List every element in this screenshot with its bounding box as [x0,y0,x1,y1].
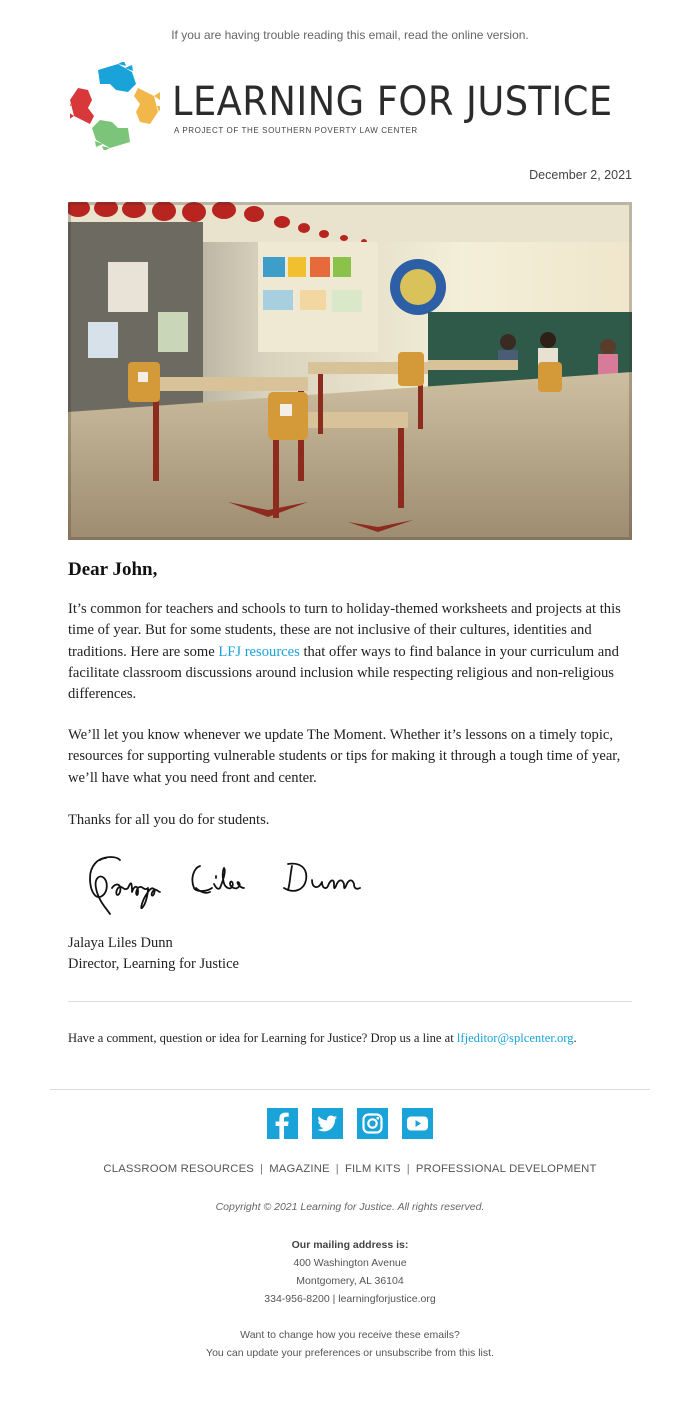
brand-tagline: A PROJECT OF THE SOUTHERN POVERTY LAW CENTER [174,126,418,135]
footer-separator: | [260,1163,264,1175]
address-line-1: 400 Washington Avenue [293,1257,407,1269]
signer-name: Jalaya Liles Dunn [68,935,173,951]
body-paragraph-1 [68,599,634,705]
address-title: Our mailing address is: [291,1239,409,1251]
comment-text: Have a comment, question or idea for Learning for Justice? Drop us a line at [68,1031,457,1045]
social-links [0,1108,700,1139]
footer-nav [0,1163,700,1175]
p1-text-after: that offer ways to find balance in your curriculum and facilitate classroom discussions around inclusion while respecting religious and non-religious differences. [68,643,619,703]
comment-line [68,1031,577,1046]
classroom-photo[interactable] [68,202,632,540]
signer-block [68,933,239,975]
signer-title: Director, Learning for Justice [68,956,239,972]
body-paragraph-3: Thanks for all you do for students. [68,812,270,828]
instagram-icon[interactable] [357,1108,388,1139]
online-version-link[interactable]: If you are having trouble reading this email, read the online version. [171,28,529,42]
footer-link-professional-development[interactable]: PROFESSIONAL DEVELOPMENT [415,1163,597,1175]
footer-link-classroom-resources[interactable]: CLASSROOM RESOURCES [103,1163,255,1175]
brand-name: LEARNING FOR JUSTICE [172,79,613,125]
footer-separator: | [335,1163,339,1175]
prefs-line-1: Want to change how you receive these emails? [240,1329,460,1341]
youtube-icon[interactable] [402,1108,433,1139]
twitter-icon[interactable] [312,1108,343,1139]
lfj-resources-link[interactable]: LFJ resources [218,643,300,660]
copyright: Copyright © 2021 Learning for Justice. All rights reserved. [215,1201,485,1213]
lfj-logo-icon[interactable] [70,62,160,150]
p1-text-before: It’s common for teachers and schools to turn to holiday-themed worksheets and projects at this time of year. But for some students, these are not inclusive of their cultures, identities and traditions. Here are some [68,601,621,660]
footer-link-film-kits[interactable]: FILM KITS [344,1163,401,1175]
editor-email-link[interactable]: lfjeditor@splcenter.org [456,1031,574,1045]
facebook-icon[interactable] [267,1108,298,1139]
mailing-address [0,1236,700,1308]
footer-link-magazine[interactable]: MAGAZINE [269,1163,330,1175]
footer-separator: | [406,1163,410,1175]
body-paragraph-2: We’ll let you know whenever we update The Moment. Whether it’s lessons on a timely topic, resources for supporting vulnerable students or tips for making it through a tough time of year, we’ll have what you need front and center. [68,727,621,786]
greeting: Dear John, [68,559,158,580]
comment-end: . [573,1031,577,1045]
prefs-line-2[interactable]: You can update your preferences or unsubscribe from this list. [206,1347,494,1359]
divider [68,1001,632,1002]
address-line-2: Montgomery, AL 36104 [296,1275,404,1287]
email-date: December 2, 2021 [529,168,632,182]
footer-divider [50,1089,650,1090]
handwritten-signature [76,848,366,928]
address-line-3: 334-956-8200 | learningforjustice.org [264,1293,436,1305]
email-preferences [0,1326,700,1362]
